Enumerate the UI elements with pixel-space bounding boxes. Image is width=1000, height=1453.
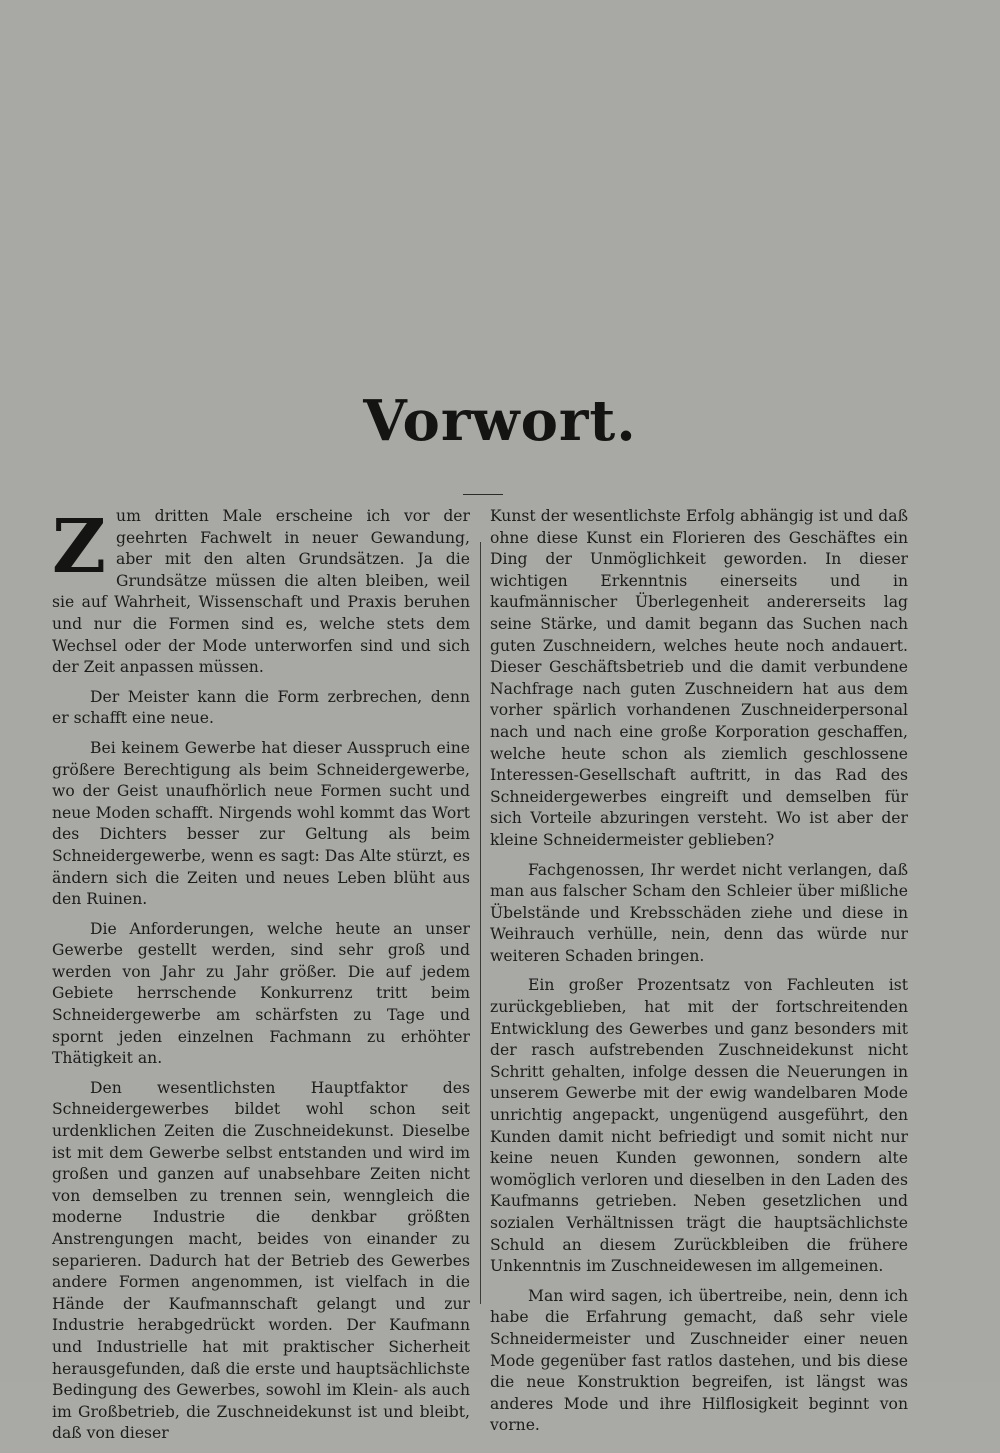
paragraph-7: Fachgenossen, Ihr werdet nicht verlangen, daß man aus falscher Scham den Schleier über mißliche Übelstände und Krebsschäden ziehe und diese in Weihrauch verhülle, nein, denn das würde nur weiteren Schaden bringen. xyxy=(490,860,908,965)
column-divider xyxy=(480,542,481,1304)
title-rule xyxy=(463,494,503,495)
paragraph-2: Der Meister kann die Form zerbrechen, denn er schafft eine neue. xyxy=(52,687,470,728)
paragraph-4: Die Anforderungen, welche heute an unser Gewerbe gestellt werden, sind sehr groß und werden von Jahr zu Jahr größer. Die auf jedem Gebiete herrschende Konkurrenz tritt beim Schneidergewerbe am schärfsten zu Tage und spornt jeden einzelnen Fachmann zu erhöhter Thätigkeit an. xyxy=(52,919,470,1068)
paragraph-6: Kunst der wesentlichste Erfolg abhängig ist und daß ohne diese Kunst ein Florieren des Geschäftes ein Ding der Unmöglichkeit geworden. In dieser wichtigen Erkenntnis einerseits und in kaufmännischer Überlegenheit andererseits lag seine Stärke, und damit begann das Suchen nach guten Zuschneidern, welches heute noch andauert. Dieser Geschäftsbetrieb und die damit verbundene Nachfrage nach guten Zuschneidern hat aus dem vorher spärlich vorhandenen Zuschneiderpersonal nach und nach eine große Korporation geschaffen, welche heute schon als ziemlich geschlossene Interessen-Gesellschaft auftritt, in das Rad des Schneidergewerbes eingreift und demselben für sich Vorteile abzuringen versteht. Wo ist aber der kleine Schneidermeister geblieben? xyxy=(490,507,908,849)
left-column xyxy=(52,506,470,1453)
right-column xyxy=(490,506,908,1445)
paragraph-5: Den wesentlichsten Hauptfaktor des Schneidergewerbes bildet wohl schon seit urdenklichen Zeiten die Zuschneidekunst. Dieselbe ist mit dem Gewerbe selbst entstanden und wird im großen und ganzen auf unabsehbare Zeiten nicht von demselben zu trennen sein, wenngleich die moderne Industrie die denkbar größten Anstrengungen macht, beides von einander zu separieren. Dadurch hat der Betrieb des Gewerbes andere Formen angenommen, ist vielfach in die Hände der Kaufmannschaft gelangt und zur Industrie herabgedrückt worden. Der Kaufmann und Industrielle hat mit praktischer Sicherheit herausgefunden, daß die erste und hauptsächlichste Bedingung des Gewerbes, sowohl im Klein- als auch im Großbetrieb, die Zuschneidekunst ist und bleibt, daß von dieser xyxy=(52,1078,470,1443)
paragraph-8: Ein großer Prozentsatz von Fachleuten ist zurückgeblieben, hat mit der fortschreitenden Entwicklung des Gewerbes und ganz besonders mit der rasch aufstrebenden Zuschneidekunst nicht Schritt gehalten, infolge dessen die Neuerungen in unserem Gewerbe mit der ewig wandelbaren Mode unrichtig angepackt, ungenügend ausgeführt, den Kunden damit nicht befriedigt und somit nicht nur keine neuen Kunden gewonnen, sondern alte womöglich verloren und dieselben in den Laden des Kaufmanns getrieben. Neben gesetzlichen und sozialen Verhältnissen trägt die hauptsächlichste Schuld an diesem Zurückbleiben die frühere Unkenntnis im Zuschneidewesen im allgemeinen. xyxy=(490,976,908,1276)
paragraph-3: Bei keinem Gewerbe hat dieser Ausspruch eine größere Berechtigung als beim Schneidergewerbe, wo der Geist unaufhörlich neue Formen sucht und neue Moden schafft. Nirgends wohl kommt das Wort des Dichters besser zur Geltung als beim Schneidergewerbe, wenn es sagt: Das Alte stürzt, es ändern sich die Zeiten und neues Leben blüht aus den Ruinen. xyxy=(52,738,470,909)
paragraph-1 xyxy=(52,506,470,679)
dropcap: Z xyxy=(52,504,107,590)
paragraph-1-text: um dritten Male erscheine ich vor der geehrten Fachwelt in neuer Gewandung, aber mit den alten Grundsätzen. Ja die Grundsätze müssen die alten bleiben, weil sie auf Wahrheit, Wissenschaft und Praxis beruhen und nur die Formen sind es, welche stets dem Wechsel oder der Mode unterworfen sind und sich der Zeit anpassen müssen. xyxy=(52,507,470,677)
paragraph-9: Man wird sagen, ich übertreibe, nein, denn ich habe die Erfahrung gemacht, daß sehr viele Schneidermeister und Zuschneider einer neuen Mode gegenüber fast ratlos dastehen, und bis diese die neue Konstruktion begreifen, ist längst was anderes Mode und ihre Hilflosigkeit beginnt von vorne. xyxy=(490,1286,908,1435)
page-title: Vorwort. xyxy=(363,388,637,454)
